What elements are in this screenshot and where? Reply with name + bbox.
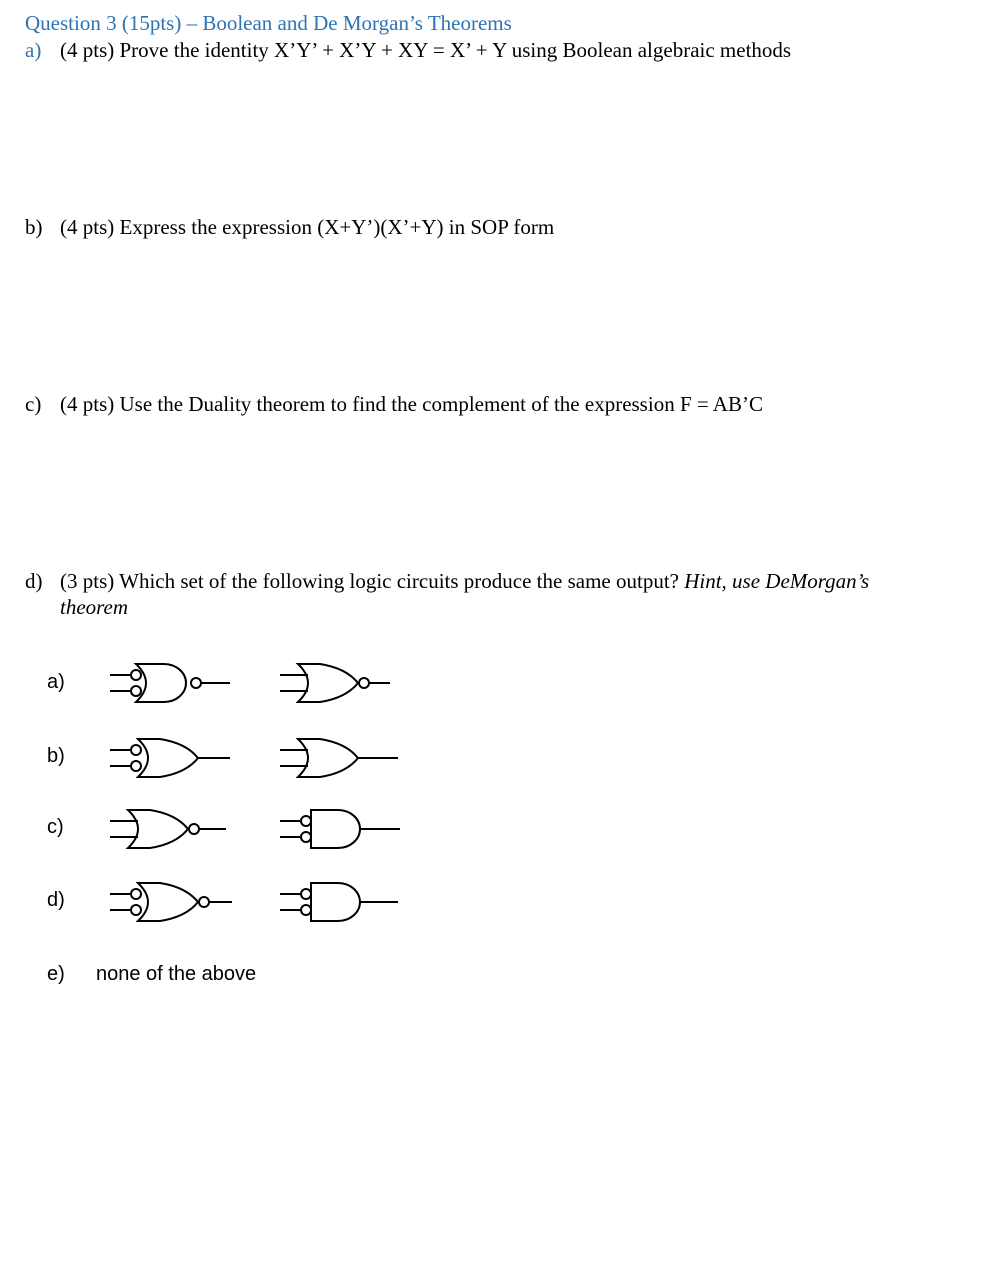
- part-d-hint-continued: theorem: [60, 595, 129, 619]
- option-b-left-gate: [108, 735, 238, 781]
- option-b-right-gate: [278, 735, 408, 781]
- option-e-text: none of the above: [96, 963, 257, 985]
- part-a-points: (4 pts): [60, 38, 115, 62]
- option-b-label: b): [47, 745, 65, 767]
- part-d-label: d): [25, 569, 43, 593]
- part-d-question: Which set of the following logic circuits produce the same output?: [119, 569, 679, 593]
- part-d-hint: Hint, use DeMorgan’s: [684, 569, 870, 593]
- option-c-label: c): [47, 816, 64, 838]
- part-a-label: a): [25, 38, 42, 62]
- part-b-text: [60, 215, 554, 240]
- option-a-right-gate: [278, 660, 398, 706]
- part-b-label: b): [25, 215, 43, 239]
- part-a-question: Prove the identity X’Y’ + X’Y + XY = X’ + Y using Boolean algebraic methods: [119, 38, 792, 62]
- part-c-points: (4 pts): [60, 392, 115, 416]
- part-a-text: [60, 38, 791, 63]
- option-c-right-gate: [278, 806, 408, 852]
- part-d-points: (3 pts): [60, 569, 115, 593]
- option-c-left-gate: [108, 806, 238, 852]
- part-c-question: Use the Duality theorem to find the complement of the expression F = AB’C: [119, 392, 763, 416]
- option-d-label: d): [47, 889, 65, 911]
- option-e-label: e): [47, 963, 65, 985]
- question-title: Question 3 (15pts) – Boolean and De Morgan’s Theorems: [25, 11, 512, 35]
- option-d-right-gate: [278, 879, 408, 925]
- part-c-text: [60, 392, 763, 417]
- part-c-label: c): [25, 392, 42, 416]
- part-b-points: (4 pts): [60, 215, 115, 239]
- part-b-question: Express the expression (X+Y’)(X’+Y) in SOP form: [119, 215, 555, 239]
- option-d-left-gate: [108, 879, 238, 925]
- option-a-left-gate: [108, 660, 238, 706]
- part-d-text: [60, 569, 869, 594]
- option-a-label: a): [47, 671, 65, 693]
